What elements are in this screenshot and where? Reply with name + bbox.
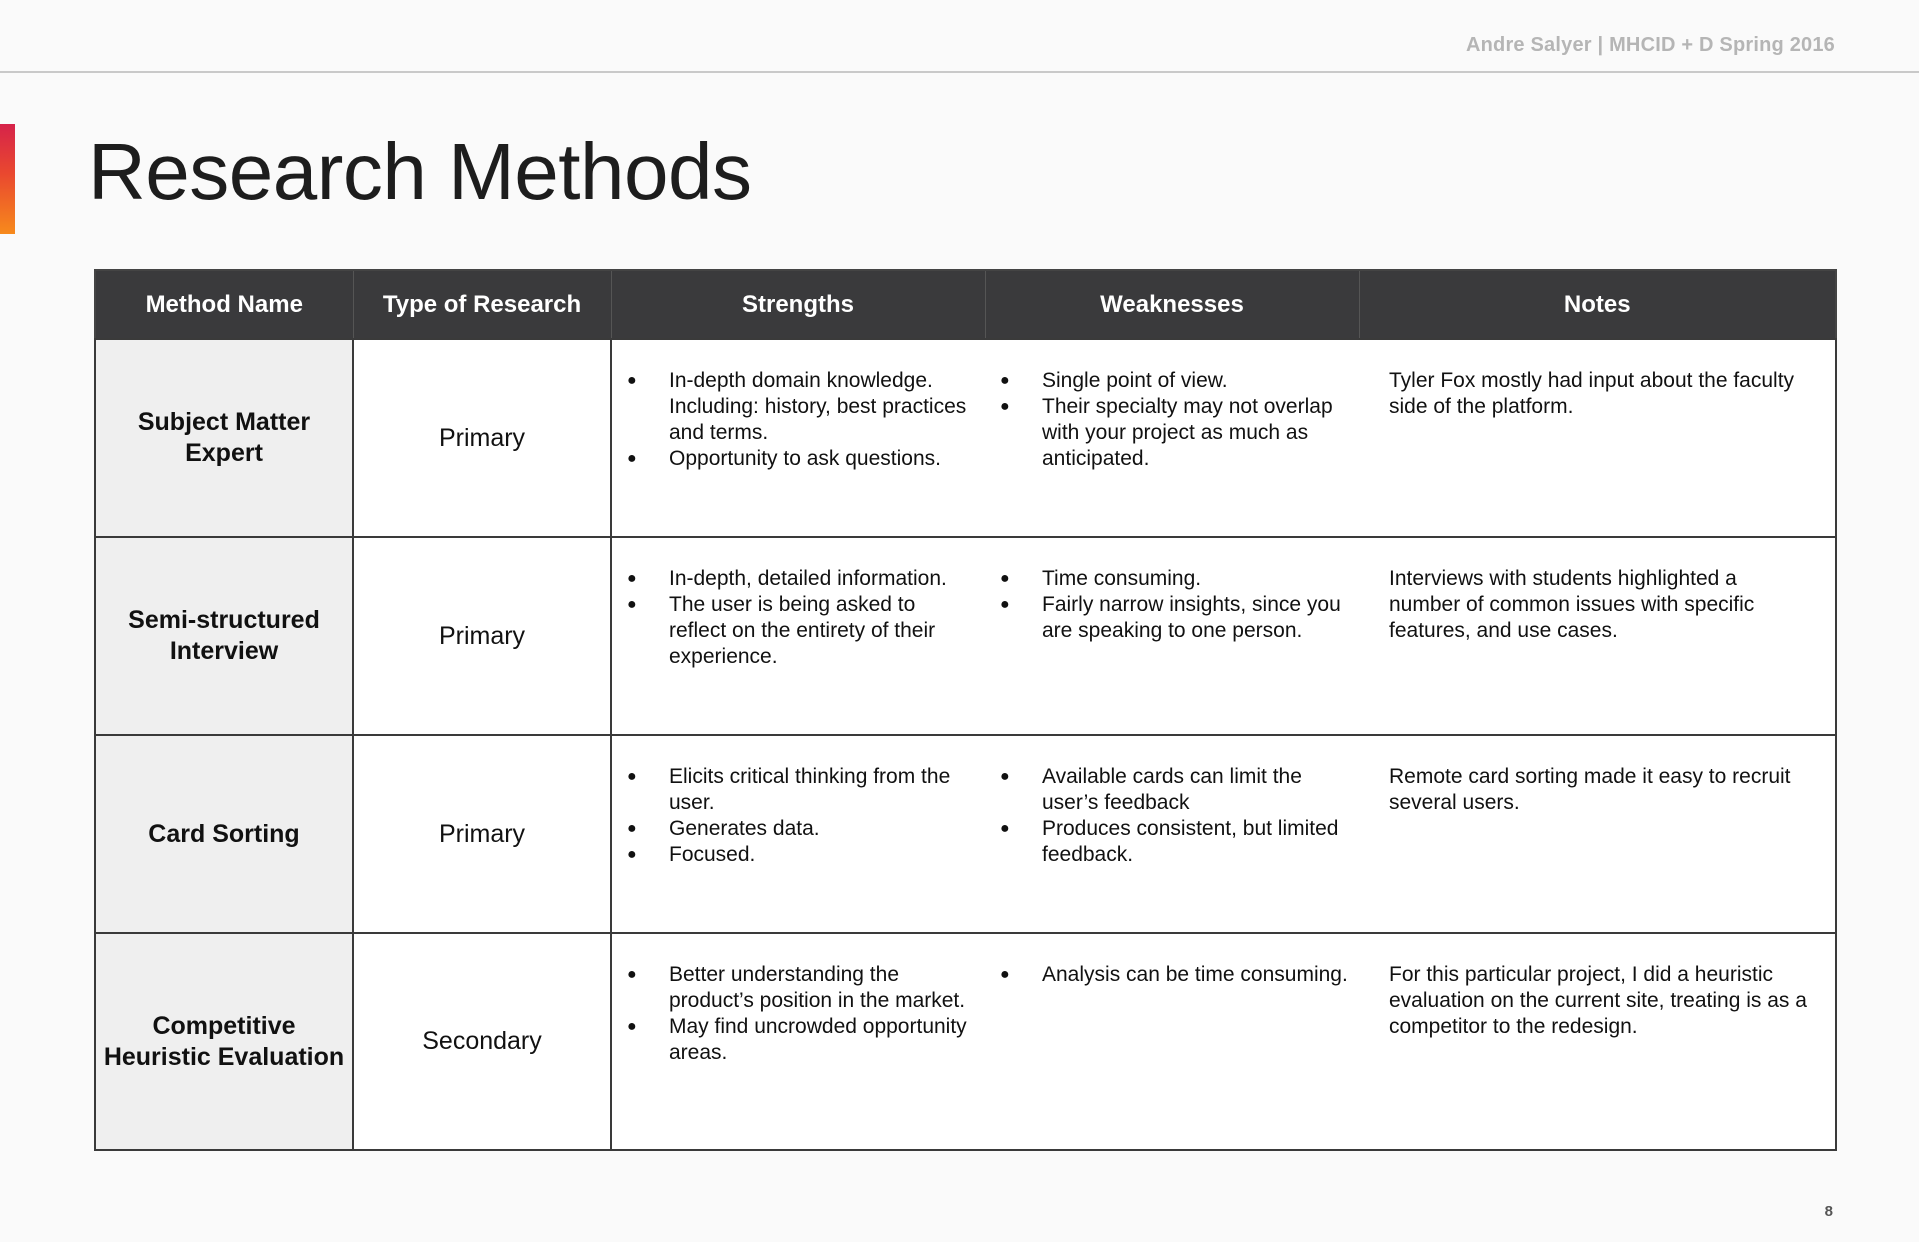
strength-item: ● May find uncrowded opportunity areas. — [669, 1014, 975, 1066]
weaknesses-cell — [985, 339, 1359, 537]
column-header-weaknesses: Weaknesses — [985, 270, 1359, 339]
weakness-item: ● Produces consistent, but limited feedback. — [1042, 816, 1349, 868]
strength-item: ● In-depth, detailed information. — [669, 566, 975, 592]
weakness-item: ● Analysis can be time consuming. — [1042, 962, 1349, 988]
strengths-cell — [611, 339, 985, 537]
method-name-cell: Subject Matter Expert — [95, 339, 353, 537]
strengths-cell — [611, 735, 985, 933]
strengths-list — [612, 538, 985, 670]
research-type-cell: Primary — [353, 537, 611, 735]
method-name-cell: Competitive Heuristic Evaluation — [95, 933, 353, 1150]
notes-text: Tyler Fox mostly had input about the faculty side of the platform. — [1389, 369, 1795, 418]
strengths-list — [612, 934, 985, 1066]
strength-item: ● Better understanding the product’s position in the market. — [669, 962, 975, 1014]
table-row — [95, 933, 1836, 1150]
header-author-line: Andre Salyer | MHCID + D Spring 2016 — [1465, 34, 1835, 56]
table-row — [95, 735, 1836, 933]
weaknesses-list — [985, 736, 1359, 868]
strengths-cell — [611, 537, 985, 735]
strength-item: ● Generates data. — [669, 816, 975, 842]
research-type-cell: Primary — [353, 735, 611, 933]
column-header-type-of-research: Type of Research — [353, 270, 611, 339]
weakness-item: ● Their specialty may not overlap with your project as much as anticipated. — [1042, 394, 1349, 472]
weaknesses-cell — [985, 537, 1359, 735]
notes-text: Interviews with students highlighted a number of common issues with specific features, and use cases. — [1389, 567, 1755, 642]
notes-text: Remote card sorting made it easy to recruit several users. — [1389, 765, 1791, 814]
strength-item: ● Focused. — [669, 842, 975, 868]
strengths-cell — [611, 933, 985, 1150]
strengths-list — [612, 736, 985, 868]
weakness-item: ● Single point of view. — [1042, 368, 1349, 394]
title-accent-bar — [0, 124, 15, 234]
method-name-cell: Card Sorting — [95, 735, 353, 933]
research-methods-table — [94, 269, 1837, 1151]
weakness-item: ● Fairly narrow insights, since you are speaking to one person. — [1042, 592, 1349, 644]
table-row — [95, 537, 1836, 735]
notes-cell — [1359, 735, 1836, 933]
table-row — [95, 339, 1836, 537]
table-header-row — [95, 270, 1836, 339]
page-title: Research Methods — [88, 127, 752, 216]
column-header-strengths: Strengths — [611, 270, 985, 339]
notes-cell — [1359, 537, 1836, 735]
strength-item: ● Opportunity to ask questions. — [669, 446, 975, 472]
weakness-item: ● Available cards can limit the user’s feedback — [1042, 764, 1349, 816]
strength-item: ● In-depth domain knowledge. Including: history, best practices and terms. — [669, 368, 975, 446]
notes-cell — [1359, 339, 1836, 537]
strength-item: ● Elicits critical thinking from the user. — [669, 764, 975, 816]
weakness-item: ● Time consuming. — [1042, 566, 1349, 592]
method-name-cell: Semi-structured Interview — [95, 537, 353, 735]
weaknesses-cell — [985, 735, 1359, 933]
strength-item: ● The user is being asked to reflect on the entirety of their experience. — [669, 592, 975, 670]
weaknesses-cell — [985, 933, 1359, 1150]
column-header-method-name: Method Name — [95, 270, 353, 339]
research-type-cell: Secondary — [353, 933, 611, 1150]
page-number: 8 — [1824, 1203, 1833, 1220]
column-header-notes: Notes — [1359, 270, 1836, 339]
header-divider — [0, 71, 1919, 73]
notes-text: For this particular project, I did a heuristic evaluation on the current site, treating is as a competitor to the redesign. — [1389, 963, 1807, 1038]
weaknesses-list — [985, 538, 1359, 644]
strengths-list — [612, 340, 985, 472]
notes-cell — [1359, 933, 1836, 1150]
weaknesses-list — [985, 340, 1359, 472]
research-type-cell: Primary — [353, 339, 611, 537]
weaknesses-list — [985, 934, 1359, 988]
